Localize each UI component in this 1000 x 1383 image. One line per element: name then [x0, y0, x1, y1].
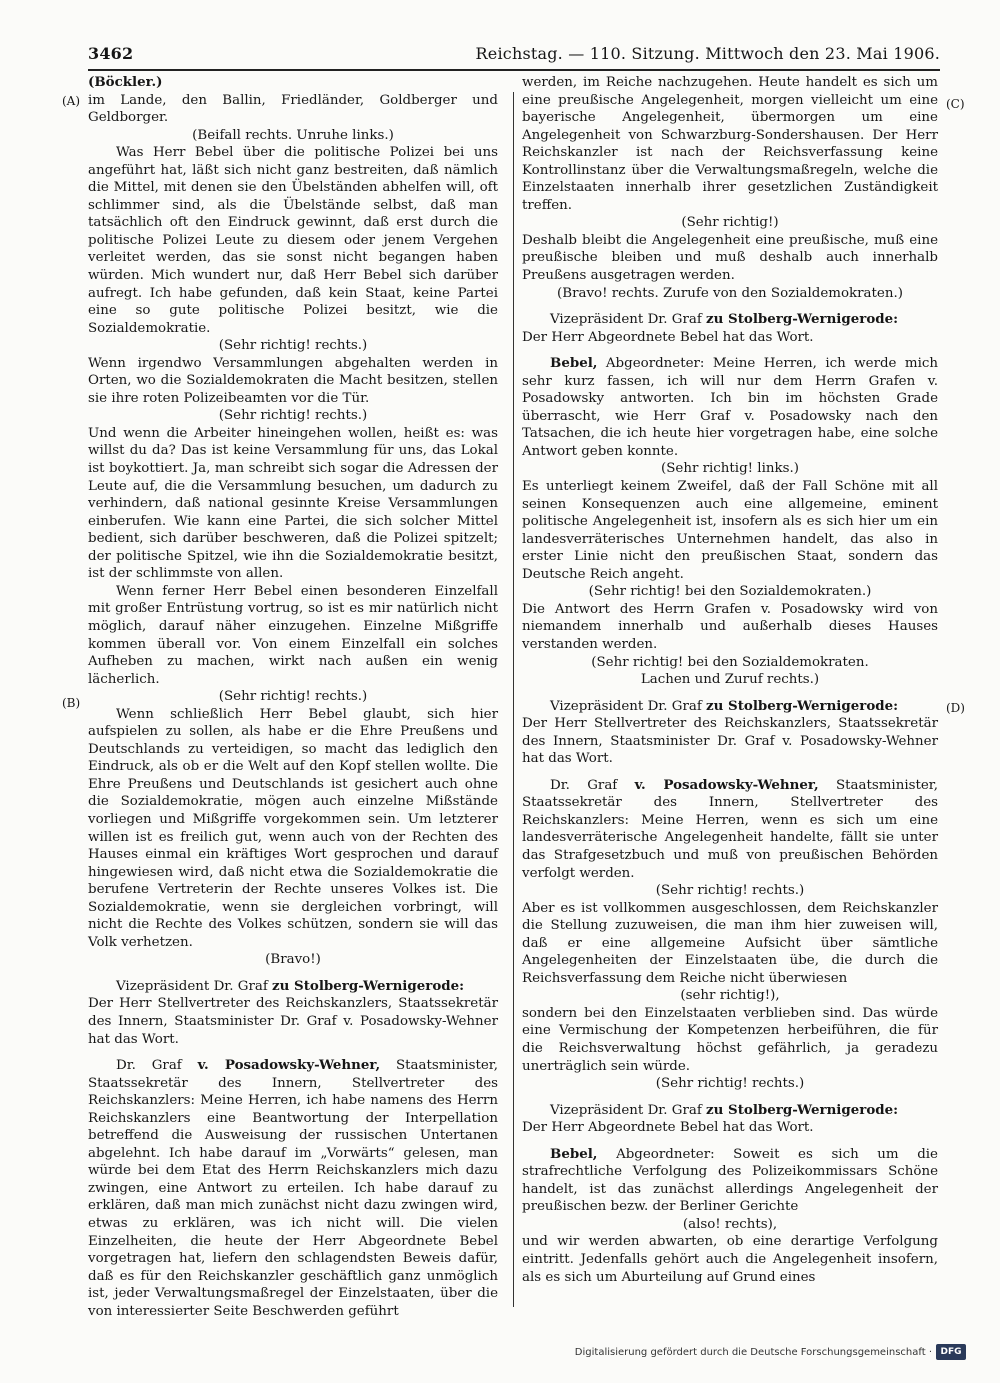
- paragraph: Und wenn die Arbeiter hineingehen wollen, heißt es: was willst du da? Das ist keine Versammlung für uns, das Lokal ist boykottiert. Ja, man schreibt sich sogar die Adressen der Leute auf, die die Versammlung besuchen, um dadurch zu verhindern, daß national gesinnte Kreise Versammlungen einberufen. Wie kann eine Partei, die sich solcher Mittel bedient, sich darüber beschweren, daß die Polizei spitzelt; der politische Spitzel, wie ihn die Sozialdemokratie besitzt, ist der schlimmste von allen.: [88, 425, 498, 582]
- page-header: [88, 44, 940, 68]
- paragraph: Der Herr Abgeordnete Bebel hat das Wort.: [522, 329, 814, 345]
- paragraph: Wenn ferner Herr Bebel einen besonderen Einzelfall mit großer Entrüstung vortrug, so ist es mir natürlich nicht möglich, darauf näher einzugehen. Einzelne Mißgriffe kommen überall vor. Von einem Einzelfall ein solches Aufheben zu machen, wirkt nach außen ein wenig lächerlich.: [88, 583, 498, 687]
- header-rule: [88, 69, 940, 71]
- speaker-name: zu Stolberg-Wernigerode:: [706, 1101, 899, 1118]
- speaker-name: v. Posadowsky-Wehner,: [197, 1057, 381, 1074]
- speaker-paragraph: [88, 1057, 498, 1320]
- interjection: (also! rechts),: [682, 1216, 778, 1232]
- credit-text: Digitalisierung gefördert durch die Deutsche Forschungsgemeinschaft ·: [574, 1347, 932, 1358]
- interjection: (Sehr richtig! rechts.): [655, 883, 805, 899]
- paragraph: Die Antwort des Herrn Grafen v. Posadowsky wird von niemandem innerhalb und außerhalb dieses Hauses verstanden werden.: [522, 601, 938, 652]
- speaker-paragraph: [522, 355, 938, 460]
- speaker-role: Vizepräsident Dr. Graf: [116, 978, 268, 994]
- speech-text: Abgeordneter: Meine Herren, ich werde mich sehr kurz fassen, ich will nur dem Herrn Grafen v. Posadowsky antworten. Ich bin im höchsten Grade überrascht, wie Herr Graf v. Posadowsky nach den Tatsachen, die ich heute hier vorgetragen habe, eine solche Antwort geben konnte.: [522, 356, 938, 459]
- margin-mark-c: (C): [946, 97, 965, 111]
- paragraph: Es unterliegt keinem Zweifel, daß der Fall Schöne mit all seinen Konsequenzen auch eine allgemeine, eminent politische Angelegenheit ist, insofern als es sich hier um ein landesverräterisches Unternehmen handelt, das also in erster Linie nicht den preußischen Staat, sondern das Deutsche Reich angeht.: [522, 479, 938, 582]
- speech-text: Staatsminister, Staatssekretär des Innern, Stellvertreter des Reichskanzlers: Meine Herren, wenn es sich um eine landesverräterische Angelegenheit handelte, fällt sie unter das Strafgesetzbuch und muß von preußischen Behörden verfolgt werden.: [522, 777, 938, 881]
- page-number: 3462: [88, 44, 134, 63]
- paragraph: Aber es ist vollkommen ausgeschlossen, dem Reichskanzler die Stellung zuzuweisen, die man ihm hier zuweisen will, daß er eine allgemeine Aufsicht über sämtliche Angelegenheiten der Einzelstaaten übe, die durch die Reichsverfassung dem Reiche nicht überwiesen: [522, 900, 938, 986]
- paragraph: Deshalb bleibt die Angelegenheit eine preußische, muß eine preußische bleiben und muß deshalb auch innerhalb Preußens ausgetragen werden.: [522, 232, 938, 284]
- interjection: (Sehr richtig! rechts.): [218, 408, 368, 424]
- paragraph: Was Herr Bebel über die politische Polizei bei uns angeführt hat, läßt sich nicht ganz bestreiten, daß nämlich die Mittel, mit denen sie den Übelständen abhelfen will, oft schlimmer sind, als die Übelstände selbst, daß man tatsächlich oft den Eindruck gewinnt, daß erst durch die politische Polizei Leute zu diesem oder jenem Vergehen verleitet werden, das sie sonst nicht begangen haben würden. Mich wundert nur, daß Herr Bebel sich darüber aufregt. Ich habe gefunden, daß kein Staat, keine Partei eine so gute politische Polizei besitzt, wie die Sozialdemokratie.: [88, 145, 498, 336]
- margin-mark-a: (A): [62, 94, 81, 108]
- speaker-name: Bebel,: [550, 1145, 598, 1162]
- column-divider: [513, 92, 514, 1307]
- right-column: [522, 74, 938, 1286]
- interjection: (Bravo! rechts. Zurufe von den Sozialdemokraten.): [557, 285, 903, 301]
- speaker-role: Vizepräsident Dr. Graf: [550, 1102, 702, 1118]
- interjection: (Bravo!): [265, 952, 321, 968]
- speaker-name: zu Stolberg-Wernigerode:: [706, 697, 899, 714]
- speaker-paragraph: [522, 1146, 938, 1216]
- paragraph: werden, im Reiche nachzugehen. Heute handelt es sich um eine preußische Angelegenheit, morgen vielleicht um eine bayerische Angelegenheit, übermorgen um eine Angelegenheit von Schwarzburg-Sondershausen. Der Herr Reichskanzler ist nach der Reichsverfassung keine Kontrollinstanz über die Verwaltungsmaßregeln, welche die Einzelstaaten innerhalb ihrer gesetzlichen Zuständigkeit treffen.: [522, 75, 938, 213]
- speaker-paragraph: [522, 777, 938, 882]
- interjection: (Beifall rechts. Unruhe links.): [192, 127, 394, 143]
- margin-mark-d: (D): [946, 701, 965, 715]
- speaker-continuation: (Böckler.): [88, 74, 163, 90]
- interjection: (Sehr richtig! rechts.): [218, 689, 368, 705]
- interjection: (Sehr richtig! rechts.): [655, 1076, 805, 1092]
- dfg-logo: DFG: [936, 1344, 966, 1360]
- speech-text: Abgeordneter: Soweit es sich um die strafrechtliche Verfolgung des Polizeikommissars Schöne handelt, ist das zunächst allerdings Angelegenheit der preußischen bezw. der Berliner Gerichte: [522, 1146, 938, 1215]
- speaker-name: zu Stolberg-Wernigerode:: [272, 977, 465, 994]
- interjection: (Sehr richtig! bei den Sozialdemokraten.): [588, 584, 872, 600]
- speaker-announcement: [522, 311, 938, 329]
- paragraph: Wenn schließlich Herr Bebel glaubt, sich hier aufspielen zu sollen, als habe er die Ehre Preußens und Deutschlands zu verteidigen, so macht das lediglich den Eindruck, als ob er die Welt auf den Kopf stellen wollte. Die Ehre Preußens und Deutschlands ist gesichert auch ohne die Sozialdemokratie, mögen auch einzelne Mißstände vorliegen und Mißgriffe vorgekommen sein. Um letzterer willen ist es freilich gut, wenn auch von der Rechten des Hauses einmal ein kräftiges Wort gesprochen und darauf hingewiesen wird, daß nicht etwa die Sozialdemokratie die berufene Vertreterin der Rechte unseres Volkes ist. Die Sozialdemokratie, wenn sie dergleichen vorbringt, will nicht die Rechte des Volkes schützen, sondern sie will das Volk verhetzen.: [88, 706, 498, 950]
- speaker-announcement: [88, 978, 498, 996]
- interjection: (Sehr richtig!): [681, 215, 779, 231]
- paragraph: und wir werden abwarten, ob eine derartige Verfolgung eintritt. Jedenfalls gehört auch die Angelegenheit insofern, als es sich um Aburteilung auf Grund eines: [522, 1234, 938, 1285]
- interjection: Lachen und Zuruf rechts.): [640, 672, 820, 688]
- paragraph: Der Herr Abgeordnete Bebel hat das Wort.: [522, 1120, 814, 1136]
- speaker-role: Dr. Graf: [550, 777, 618, 793]
- paragraph: sondern bei den Einzelstaaten verblieben sind. Das würde eine Vermischung der Kompetenzen herbeiführen, die für die Reichsverwaltung höchst gefährlich, ja geradezu unerträglich sein würde.: [522, 1005, 938, 1074]
- speaker-name: v. Posadowsky-Wehner,: [634, 776, 819, 793]
- digitization-credit: [574, 1343, 966, 1363]
- paragraph: Der Herr Stellvertreter des Reichskanzlers, Staatssekretär des Innern, Staatsminister Dr. Graf v. Posadowsky-Wehner hat das Wort.: [522, 716, 938, 767]
- interjection: (Sehr richtig! links.): [661, 461, 799, 477]
- paragraph: Der Herr Stellvertreter des Reichskanzlers, Staatssekretär des Innern, Staatsminister Dr. Graf v. Posadowsky-Wehner hat das Wort.: [88, 996, 498, 1047]
- speaker-announcement: [522, 698, 938, 716]
- speaker-name: Bebel,: [550, 355, 598, 372]
- speaker-role: Dr. Graf: [116, 1058, 182, 1074]
- interjection: (sehr richtig!),: [680, 988, 780, 1004]
- interjection: (Sehr richtig! bei den Sozialdemokraten.: [591, 654, 869, 670]
- paragraph: im Lande, den Ballin, Friedländer, Goldberger und Geldborger.: [88, 92, 498, 126]
- interjection: (Sehr richtig! rechts.): [218, 338, 368, 354]
- speaker-announcement: [522, 1102, 938, 1120]
- speaker-name: zu Stolberg-Wernigerode:: [706, 311, 899, 328]
- margin-mark-b: (B): [62, 696, 81, 710]
- paragraph: Wenn irgendwo Versammlungen abgehalten werden in Orten, wo die Sozialdemokraten die Macht besitzen, stellen sie ihre roten Polizeibeamten vor die Tür.: [88, 355, 498, 406]
- speech-text: Staatsminister, Staatssekretär des Innern, Stellvertreter des Reichskanzlers: Meine Herren, ich habe namens des Herrn Reichskanzlers eine Beantwortung der Interpellation betreffend die Ausweisung der russischen Untertanen abgelehnt. Ich habe darauf im „Vorwärts“ gelesen, man würde bei dem Etat des Herrn Reichskanzlers mich dazu zwingen, eine Antwort zu erteilen. Ich habe darauf zu erklären, daß man mich zunächst nicht dazu zwingen wird, etwas zu erklären, was ich nicht will. Die vielen Einzelheiten, die heute der Herr Abgeordnete Bebel vorgetragen hat, liefern den schlagendsten Beweis dafür, daß es für den Reichskanzler geschäftlich ganz unmöglich ist, jeder Verwaltungsmaßregel der Einzelstaaten, über die von interessierter Seite Beschwerden geführt: [88, 1058, 498, 1319]
- speaker-role: Vizepräsident Dr. Graf: [550, 312, 702, 328]
- left-column: [88, 74, 498, 1320]
- running-title: Reichstag. — 110. Sitzung. Mittwoch den 23. Mai 1906.: [475, 44, 940, 63]
- speaker-role: Vizepräsident Dr. Graf: [550, 698, 702, 714]
